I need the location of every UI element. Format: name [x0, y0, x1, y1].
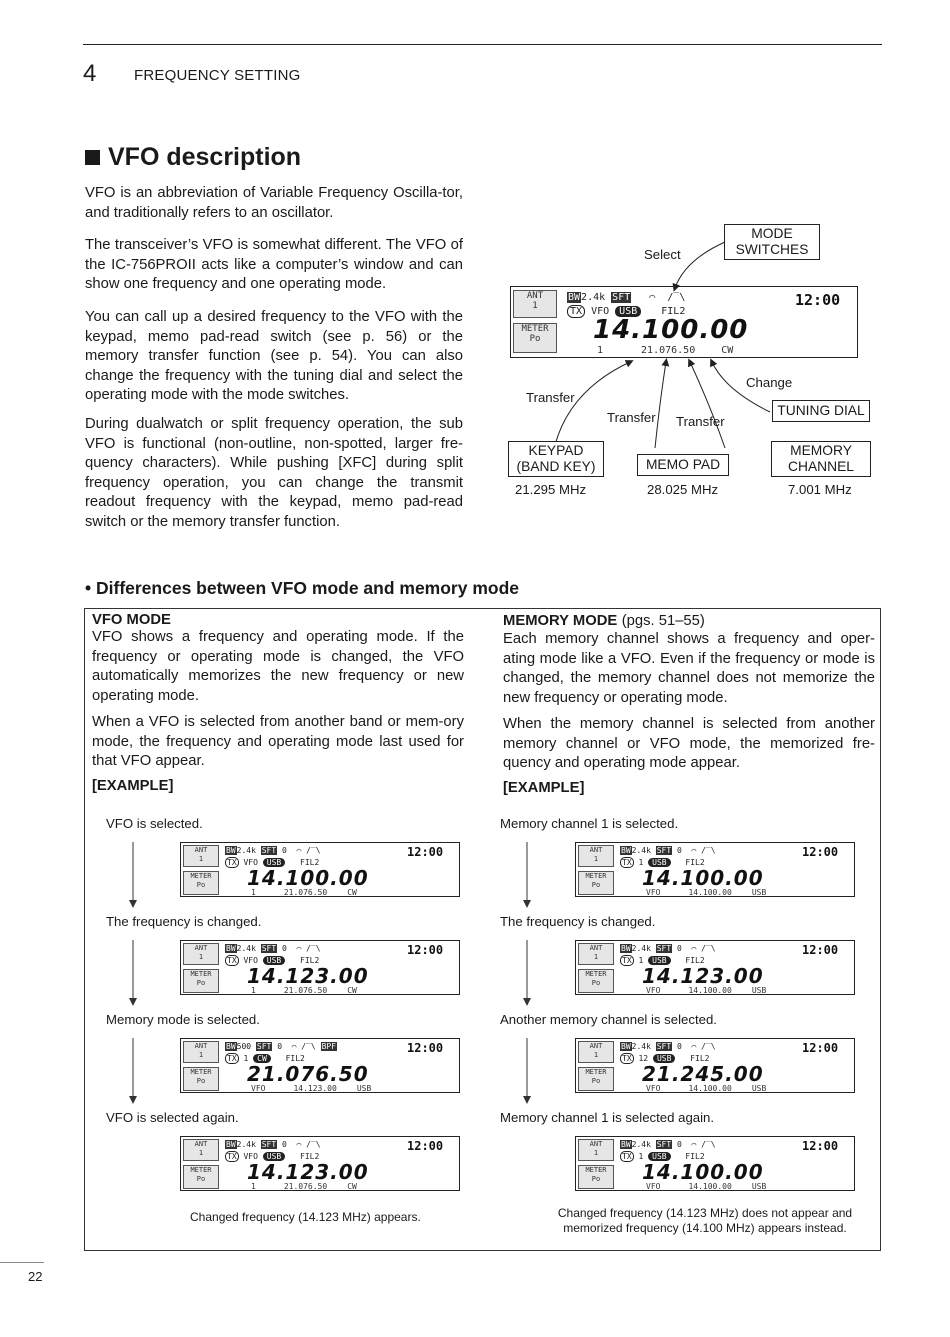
example-lcd-display [575, 1136, 855, 1191]
ant-key: ANT 1 [183, 1041, 219, 1063]
sequence-arrow [523, 1038, 531, 1104]
lcd-mode-row: TX VFO USB FIL2 [567, 306, 685, 317]
lcd-status-row: BW500 SFT 0 ⌒ /‾\ BPF [226, 1042, 337, 1051]
lcd-mode-row: TX 1 CW FIL2 [227, 1054, 305, 1063]
lcd-clock: 12:00 [795, 291, 841, 309]
transfer-label-memo: Transfer [607, 410, 656, 425]
lcd-status-row: BW2.4k SFT 0 ⌒ /‾\ [226, 846, 321, 855]
lcd-mode-row: TX 1 USB FIL2 [622, 1152, 705, 1161]
example-step-label: The frequency is changed. [106, 914, 262, 929]
lcd-status-row: BW2.4k SFT 0 ⌒ /‾\ [621, 1042, 716, 1051]
lcd-clock: 12:00 [407, 1139, 444, 1153]
example-step-label: The frequency is changed. [500, 914, 656, 929]
meter-key: METER Po [183, 871, 219, 895]
select-label: Select [644, 247, 681, 262]
example-lcd-display [575, 1038, 855, 1093]
memory-mode-paragraph-2: When the memory channel is selected from another memory channel or VFO mode, the memorized fre-quency and operating mode appear. [503, 716, 875, 771]
lcd-clock: 12:00 [802, 1139, 839, 1153]
meter-key: METER Po [183, 1165, 219, 1189]
lcd-mode-row: TX 12 USB FIL2 [622, 1054, 710, 1063]
ant-key: ANT 1 [183, 943, 219, 965]
ant-key: ANT 1 [513, 290, 557, 318]
lcd-sub-readout: 1 21.076.50 CW [251, 986, 357, 995]
page-number: 22 [28, 1269, 43, 1284]
memory-example-label: [EXAMPLE] [503, 779, 585, 796]
section-title [85, 143, 301, 172]
keypad-frequency: 21.295 MHz [515, 482, 587, 497]
chapter-title: FREQUENCY SETTING [134, 67, 301, 84]
vfo-example-label: [EXAMPLE] [92, 777, 174, 794]
lcd-main-frequency: 14.100.00 [247, 866, 369, 890]
memory-channel-box: MEMORY CHANNEL [771, 441, 871, 477]
lcd-clock: 12:00 [407, 943, 444, 957]
transfer-label-keypad: Transfer [526, 390, 575, 405]
example-lcd-display [180, 940, 460, 995]
intro-paragraph-2: The transceiver’s VFO is somewhat different. The VFO of the IC-756PROII acts like a computer’s window and can show one frequency and one operating mode. [85, 237, 463, 293]
tuning-dial-box: TUNING DIAL [772, 400, 870, 422]
change-label: Change [746, 375, 793, 390]
example-step-label: Memory mode is selected. [106, 1012, 260, 1027]
memory-mode-pages: (pgs. 51–55) [621, 613, 705, 629]
lcd-sub-readout: VFO 14.100.00 USB [646, 1084, 767, 1093]
example-lcd-display [575, 940, 855, 995]
sequence-arrow [129, 1038, 137, 1104]
lcd-main-frequency: 14.123.00 [247, 964, 369, 988]
example-step-label: Memory channel 1 is selected again. [500, 1110, 715, 1125]
lcd-mode-row: TX 1 USB FIL2 [622, 956, 705, 965]
vfo-mode-paragraph-2: When a VFO is selected from another band or mem-ory mode, the frequency and operating mode last used for that VFO appear. [92, 714, 464, 769]
vfo-example-note: Changed frequency (14.123 MHz) appears. [190, 1210, 421, 1224]
memory-example-note: Changed frequency (14.123 MHz) does not appear and memorized frequency (14.100 MHz) appears instead. [557, 1206, 853, 1235]
footer-rule [0, 1262, 44, 1263]
memory-mode-paragraph-1: Each memory channel shows a frequency and oper-ating mode like a VFO. Even if the frequency or mode is changed, the memory channel does not memorize the new frequency or operating mode. [503, 631, 875, 706]
vfo-diagram [500, 220, 880, 510]
memory-mode-title-row [503, 612, 875, 630]
example-lcd-display [180, 1136, 460, 1191]
transfer-label-memory: Transfer [676, 414, 725, 429]
differences-heading: • Differences between VFO mode and memory mode [85, 578, 520, 598]
lcd-mode-row: TX VFO USB FIL2 [227, 956, 320, 965]
keypad-box: KEYPAD (BAND KEY) [508, 441, 604, 477]
ant-key: ANT 1 [183, 1139, 219, 1161]
lcd-status-row: BW2.4k SFT 0 ⌒ /‾\ [226, 1140, 321, 1149]
lcd-sub-readout: VFO 14.100.00 USB [646, 986, 767, 995]
example-lcd-display [180, 842, 460, 897]
sequence-arrow [129, 940, 137, 1006]
ant-key: ANT 1 [578, 943, 614, 965]
lcd-sub-readout: VFO 14.100.00 USB [646, 888, 767, 897]
lcd-status-row: BW2.4k SFT 0 ⌒ /‾\ [621, 944, 716, 953]
header-rule [83, 44, 882, 45]
intro-paragraph-4: During dualwatch or split frequency operation, the sub VFO is functional (non-outline, non-spotted, larger fre-quency characters). While pushing [XFC] during split frequency operation, you can change the transmit readout frequency with the keypad, memo pad-read switch or the memory transfer function. [85, 416, 463, 530]
example-lcd-display [575, 842, 855, 897]
memory-mode-column [503, 612, 875, 796]
lcd-sub-readout: VFO 14.100.00 USB [646, 1182, 767, 1191]
section-title-text: VFO description [108, 143, 302, 171]
example-step-label: Memory channel 1 is selected. [500, 816, 679, 831]
lcd-status-row: BW2.4k SFT 0 ⌒ /‾\ [226, 944, 321, 953]
memory-frequency: 7.001 MHz [788, 482, 852, 497]
meter-key: METER Po [183, 1067, 219, 1091]
meter-key: METER Po [183, 969, 219, 993]
lcd-clock: 12:00 [802, 845, 839, 859]
example-step-label: VFO is selected again. [106, 1110, 239, 1125]
lcd-main-frequency: 21.245.00 [642, 1062, 764, 1086]
lcd-sub-readout: 1 21.076.50 CW [251, 1182, 357, 1191]
lcd-clock: 12:00 [407, 845, 444, 859]
lcd-main-frequency: 14.123.00 [247, 1160, 369, 1184]
vfo-mode-paragraph-1: VFO shows a frequency and operating mode. If the frequency or operating mode is changed, the VFO automatically memorizes the new frequency or new operating mode. [92, 629, 464, 704]
lcd-main-frequency: 14.100.00 [593, 315, 749, 345]
mode-switches-box: MODE SWITCHES [724, 224, 820, 260]
meter-key: METER Po [578, 1165, 614, 1189]
meter-key: METER Po [578, 871, 614, 895]
lcd-mode-row: TX VFO USB FIL2 [227, 858, 320, 867]
sequence-arrow [523, 940, 531, 1006]
vfo-mode-column [92, 612, 464, 794]
lcd-status-row: BW2.4k SFT 0 ⌒ /‾\ [621, 846, 716, 855]
lcd-main-frequency: 21.076.50 [247, 1062, 369, 1086]
memory-mode-title: MEMORY MODE [503, 613, 618, 629]
lcd-clock: 12:00 [407, 1041, 444, 1055]
ant-key: ANT 1 [578, 1041, 614, 1063]
lcd-sub-readout: 1 21.076.50 CW [251, 888, 357, 897]
intro-paragraph-1: VFO is an abbreviation of Variable Frequency Oscilla-tor, and traditionally refers to an oscillator. [85, 185, 463, 221]
example-step-label: Another memory channel is selected. [500, 1012, 717, 1027]
lcd-main-frequency: 14.123.00 [642, 964, 764, 988]
lcd-main-frequency: 14.100.00 [642, 1160, 764, 1184]
ant-key: ANT 1 [578, 1139, 614, 1161]
ant-key: ANT 1 [183, 845, 219, 867]
sequence-arrow [129, 842, 137, 908]
meter-key: METER Po [578, 969, 614, 993]
lcd-clock: 12:00 [802, 1041, 839, 1055]
example-step-label: VFO is selected. [106, 816, 203, 831]
vfo-mode-title: VFO MODE [92, 612, 171, 628]
lcd-status-row: BW2.4k SFT ⌒ /‾\ [568, 292, 686, 303]
lcd-status-row: BW2.4k SFT 0 ⌒ /‾\ [621, 1140, 716, 1149]
lcd-sub-readout: 1 21.076.50 CW [597, 345, 734, 356]
lcd-mode-row: TX VFO USB FIL2 [227, 1152, 320, 1161]
meter-key: METER Po [578, 1067, 614, 1091]
example-lcd-display [180, 1038, 460, 1093]
memo-pad-box: MEMO PAD [637, 454, 729, 476]
lcd-sub-readout: VFO 14.123.00 USB [251, 1084, 372, 1093]
lcd-main-frequency: 14.100.00 [642, 866, 764, 890]
memo-frequency: 28.025 MHz [647, 482, 719, 497]
square-bullet-icon [85, 150, 100, 165]
lcd-clock: 12:00 [802, 943, 839, 957]
lcd-mode-row: TX 1 USB FIL2 [622, 858, 705, 867]
ant-key: ANT 1 [578, 845, 614, 867]
meter-key: METER Po [513, 323, 557, 353]
intro-paragraph-3: You can call up a desired frequency to the VFO with the keypad, memo pad-read switch (see p. 56) or the memory transfer function (see p. 54). You can also change the frequency with the tuning dial and select the operating mode with the mode switches. [85, 309, 463, 404]
sequence-arrow [523, 842, 531, 908]
chapter-number: 4 [83, 60, 97, 87]
